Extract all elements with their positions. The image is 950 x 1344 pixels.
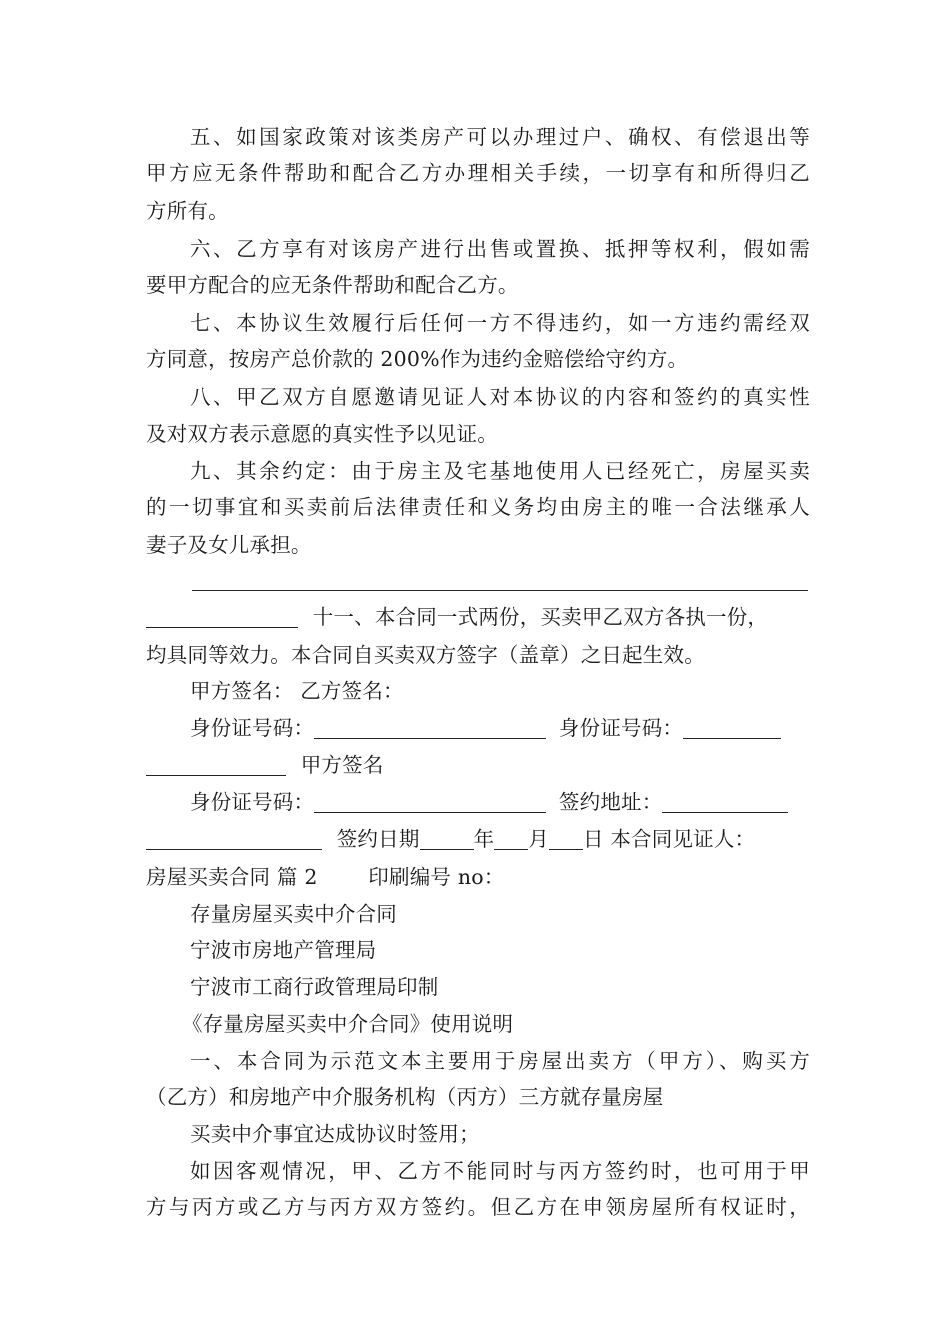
fill-blank (146, 605, 298, 628)
instruction-1-line-2: （乙方）和房地产中介服务机构（丙方）三方就存量房屋 (146, 1085, 664, 1109)
instruction-2-line-1: 如因客观情况，甲、乙方不能同时与丙方签约时，也可用于甲 (190, 1159, 810, 1183)
paragraph-11-line-2: 均具同等效力。本合同自买卖双方签字（盖章）之日起生效。 (146, 643, 705, 667)
print-number-label: 印刷编号 no： (368, 865, 505, 889)
contract-title: 存量房屋买卖中介合同 (190, 902, 397, 926)
party-b-id-blank-cont (146, 753, 286, 776)
paragraph-9-line-3: 妻子及女儿承担。 (146, 533, 312, 557)
paragraph-9-line-2: 的一切事宜和买卖前后法律责任和义务均由房主的唯一合法继承人 (146, 495, 810, 519)
month-label: 月 (528, 827, 549, 851)
id-blank (314, 790, 546, 813)
paragraph-6-line-2: 要甲方配合的应无条件帮助和配合乙方。 (146, 273, 519, 297)
id-number-row-2 (146, 745, 810, 785)
blank-rule (192, 590, 808, 591)
party-b-id-blank (683, 716, 781, 739)
issuer-real-estate-bureau: 宁波市房地产管理局 (190, 938, 377, 962)
paragraph-7-line-1: 七、本协议生效履行后任何一方不得违约，如一方违约需经双 (190, 311, 810, 335)
instruction-2-line-2: 方与丙方或乙方与丙方双方签约。但乙方在申领房屋所有权证时， (146, 1195, 810, 1219)
month-blank (494, 827, 528, 850)
address-blank (662, 790, 788, 813)
party-a-id-label: 身份证号码： (190, 716, 315, 740)
party-b-id-label: 身份证号码： (558, 716, 684, 740)
id-number-row-1 (190, 708, 810, 748)
signature-labels: 甲方签名： 乙方签名： (190, 679, 404, 703)
year-blank (420, 827, 474, 850)
party-a-id-blank (314, 716, 546, 739)
paragraph-5-line-3: 方所有。 (146, 199, 229, 223)
address-label: 签约地址： (558, 790, 663, 814)
date-row (146, 819, 810, 859)
paragraph-9-line-1: 九、其余约定：由于房主及宅基地使用人已经死亡，房屋买卖 (190, 459, 810, 483)
paragraph-6-line-1: 六、乙方享有对该房产进行出售或置换、抵押等权利，假如需 (190, 237, 810, 261)
day-witness-label: 日 本合同见证人： (582, 827, 756, 851)
id-label: 身份证号码： (190, 790, 315, 814)
paragraph-7-line-2: 方同意，按房产总价款的 200%作为违约金赔偿给守约方。 (146, 347, 689, 371)
paragraph-8-line-2: 及对双方表示意愿的真实性予以见证。 (146, 422, 498, 446)
party-a-sign-label: 甲方签名 (300, 753, 384, 777)
contract-heading-row (146, 857, 810, 897)
date-label: 签约日期 (336, 827, 420, 851)
address-blank-cont (146, 827, 322, 850)
paragraph-8-line-1: 八、甲乙双方自愿邀请见证人对本协议的内容和签约的真实性 (190, 385, 810, 409)
day-blank (549, 827, 583, 850)
instruction-1-line-1: 一、本合同为示范文本主要用于房屋出卖方（甲方）、购买方 (190, 1049, 810, 1073)
paragraph-11-line-1 (146, 597, 810, 637)
paragraph-11-text: 十一、本合同一式两份，买卖甲乙双方各执一份， (312, 605, 769, 629)
issuer-commerce-bureau: 宁波市工商行政管理局印制 (190, 975, 439, 999)
id-address-row (190, 782, 810, 822)
instruction-1-line-3: 买卖中介事宜达成协议时签用； (190, 1122, 480, 1146)
usage-instructions-title: 《存量房屋买卖中介合同》使用说明 (182, 1012, 514, 1036)
contract-heading: 房屋买卖合同 篇 2 (146, 865, 318, 889)
paragraph-5-line-2: 甲方应无条件帮助和配合乙方办理相关手续，一切享有和所得归乙 (146, 161, 810, 185)
year-label: 年 (473, 827, 495, 851)
paragraph-5-line-1: 五、如国家政策对该类房产可以办理过户、确权、有偿退出等 (190, 125, 810, 149)
